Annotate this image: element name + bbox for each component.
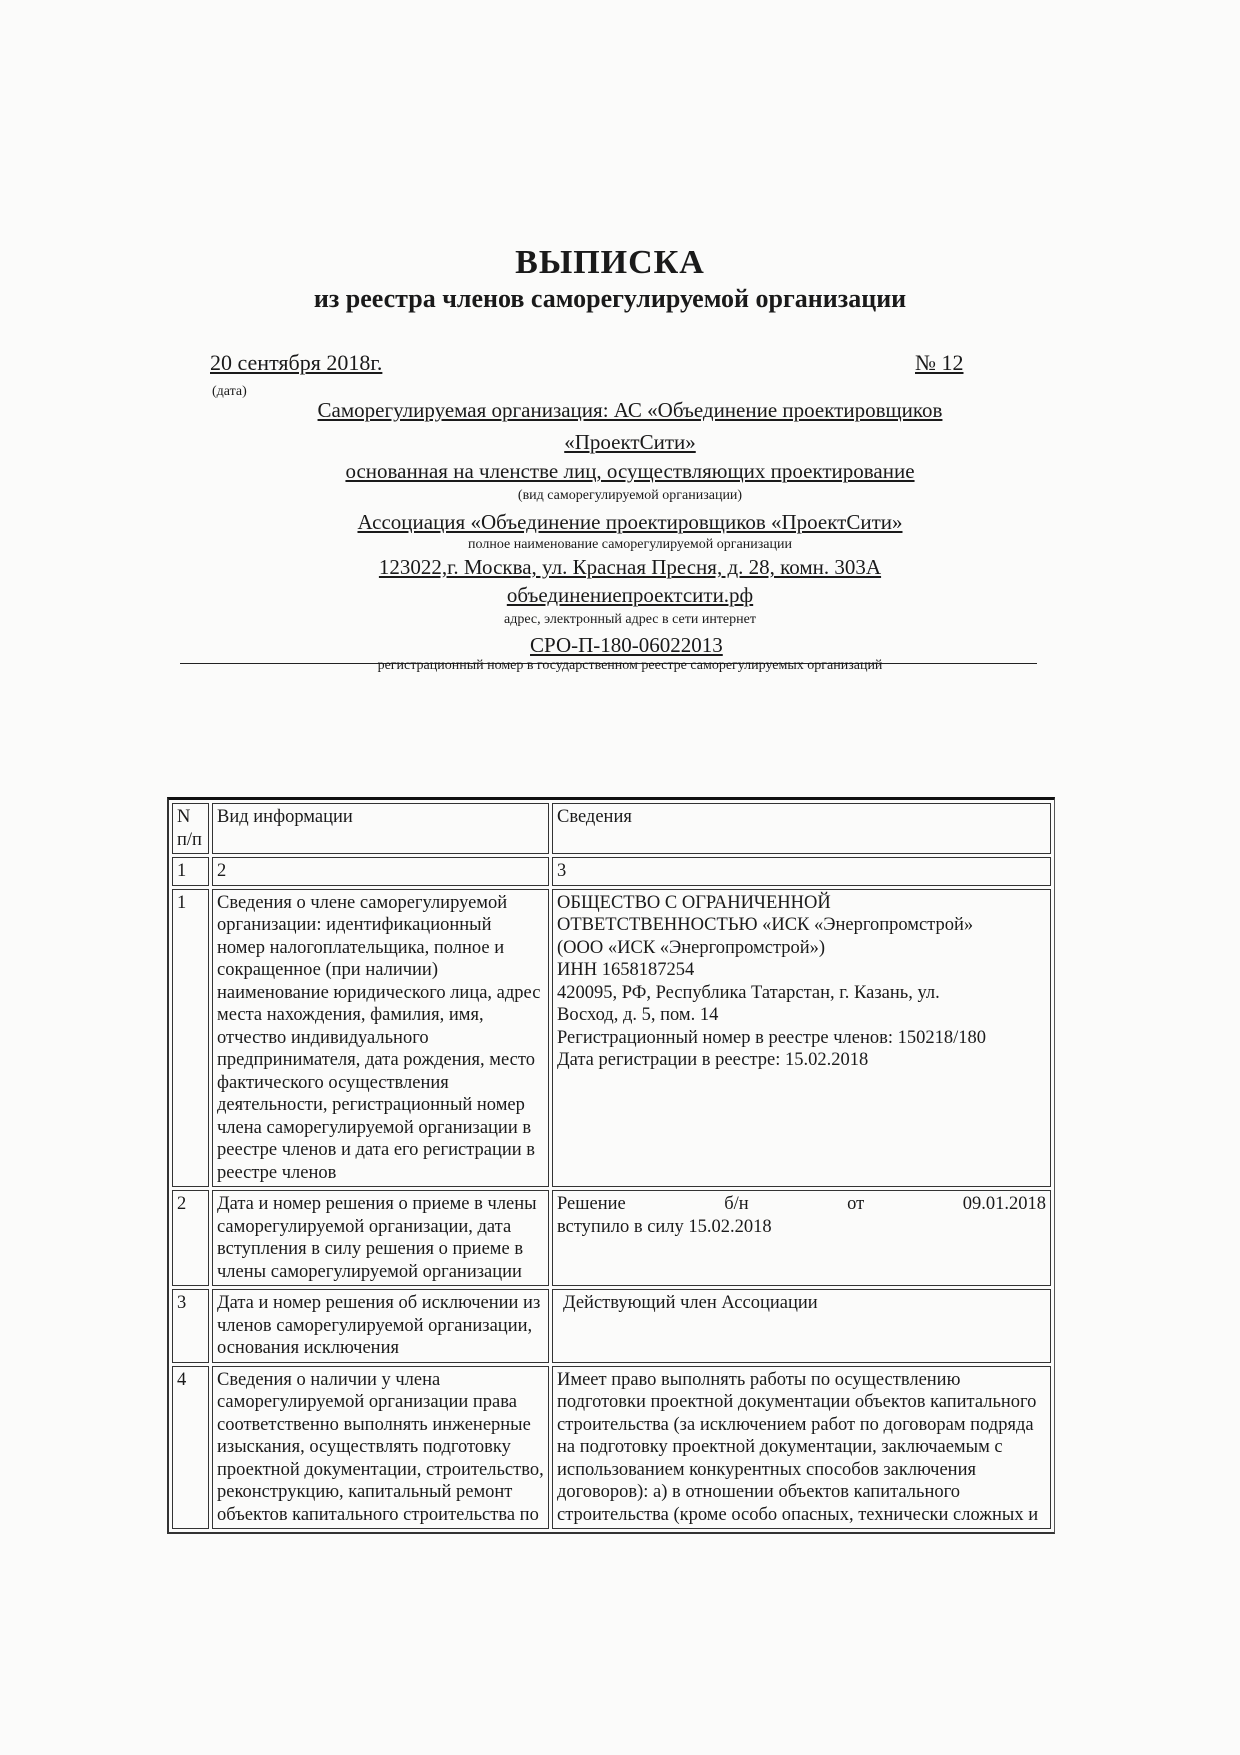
sro-website: объединениепроектсити.рф (506, 583, 754, 607)
effective-date-line: вступило в силу 15.02.2018 (557, 1216, 772, 1237)
registration-caption: регистрационный номер в государственном реестре саморегулируемых организаций (377, 658, 883, 673)
row-kind: Дата и номер решения о приеме в члены саморегулируемой организации, дата вступления в силу решения о приеме в члены саморегулируемой организации (212, 1190, 549, 1286)
row-info: Имеет право выполнять работы по осуществлению подготовки проектной документации объектов капитального строительства (за исключением работ по договорам подряда на подготовку проектной документации, заключаемым с использованием конкурентных способов заключения договоров): а) в отношении объектов капитального строительства (кроме особо опасных, технически сложных и (552, 1366, 1051, 1530)
info-line: Регистрационный номер в реестре членов: 150218/180 (557, 1027, 987, 1048)
sro-type-caption: (вид саморегулируемой организации) (517, 488, 743, 503)
document-subtitle: из реестра членов саморегулируемой организации (313, 284, 907, 313)
registration-number: СРО-П-180-06022013 (530, 633, 723, 657)
row-kind: Сведения о наличии у члена саморегулируемой организации права соответственно выполнять инженерные изыскания, осуществлять подготовку проектной документации, строительство, реконструкцию, капитальный ремонт объектов капитального строительства по (212, 1366, 549, 1530)
info-line: ОБЩЕСТВО С ОГРАНИЧЕННОЙ (557, 892, 831, 913)
info-line: (ООО «ИСК «Энергопромстрой») (557, 937, 826, 958)
info-line: ОТВЕТСТВЕННОСТЬЮ «ИСК «Энергопромстрой» (557, 915, 974, 935)
sro-name-line1: Саморегулируемая организация: АС «Объединение проектировщиков (317, 398, 943, 422)
table-row (172, 889, 1051, 1188)
index-cell: 2 (212, 857, 549, 886)
row-info: Действующий член Ассоциации (552, 1289, 1051, 1363)
info-line: 420095, РФ, Республика Татарстан, г. Казань, ул. (557, 982, 940, 1003)
row-number: 1 (172, 889, 209, 1188)
table-index-row (172, 857, 1051, 886)
info-line: ИНН 1658187254 (557, 960, 695, 980)
table-row (172, 1366, 1051, 1530)
info-line: Восход, д. 5, пом. 14 (557, 1005, 719, 1025)
row-number: 2 (172, 1190, 209, 1286)
row-kind: Дата и номер решения об исключении из членов саморегулируемой организации, основания исключения (212, 1289, 549, 1363)
decision-word: Решение (557, 1194, 626, 1214)
extract-number: № 12 (915, 350, 964, 375)
issue-date: 20 сентября 2018г. (210, 350, 383, 375)
decision-word: от (847, 1194, 865, 1214)
sro-full-name: Ассоциация «Объединение проектировщиков «ПроектСити» (357, 510, 903, 534)
row-number: 4 (172, 1366, 209, 1530)
table-row (172, 1190, 1051, 1286)
index-cell: 1 (172, 857, 209, 886)
decision-line (557, 1193, 1046, 1216)
header-number: N п/п (172, 803, 209, 854)
decision-word: б/н (724, 1194, 749, 1214)
sro-address: 123022,г. Москва, ул. Красная Пресня, д. 28, комн. 303А (378, 555, 882, 579)
document-title: ВЫПИСКА (515, 244, 705, 281)
info-line: Дата регистрации в реестре: 15.02.2018 (557, 1050, 869, 1070)
table-header-row (172, 803, 1051, 854)
row-info (552, 1190, 1051, 1286)
table-row (172, 1289, 1051, 1363)
header-kind: Вид информации (212, 803, 549, 854)
decision-date: 09.01.2018 (962, 1194, 1046, 1214)
sro-type: основанная на членстве лиц, осуществляющих проектирование (345, 459, 915, 483)
address-caption: адрес, электронный адрес в сети интернет (504, 612, 756, 627)
full-name-caption: полное наименование саморегулируемой организации (468, 537, 792, 552)
row-info (552, 889, 1051, 1188)
sro-name-line2: «ПроектСити» (564, 430, 696, 454)
index-cell: 3 (552, 857, 1051, 886)
row-number: 3 (172, 1289, 209, 1363)
register-table (167, 797, 1055, 1534)
row-kind: Сведения о члене саморегулируемой организации: идентификационный номер налогоплательщика, полное и сокращенное (при наличии) наименование юридического лица, адрес места нахождения, фамилия, имя, отчество индивидуального предпринимателя, дата рождения, место фактического осуществления деятельности, регистрационный номер члена саморегулируемой организации в реестре членов и дата его регистрации в реестре членов (212, 889, 549, 1188)
date-caption: (дата) (212, 384, 247, 399)
header-info: Сведения (552, 803, 1051, 854)
